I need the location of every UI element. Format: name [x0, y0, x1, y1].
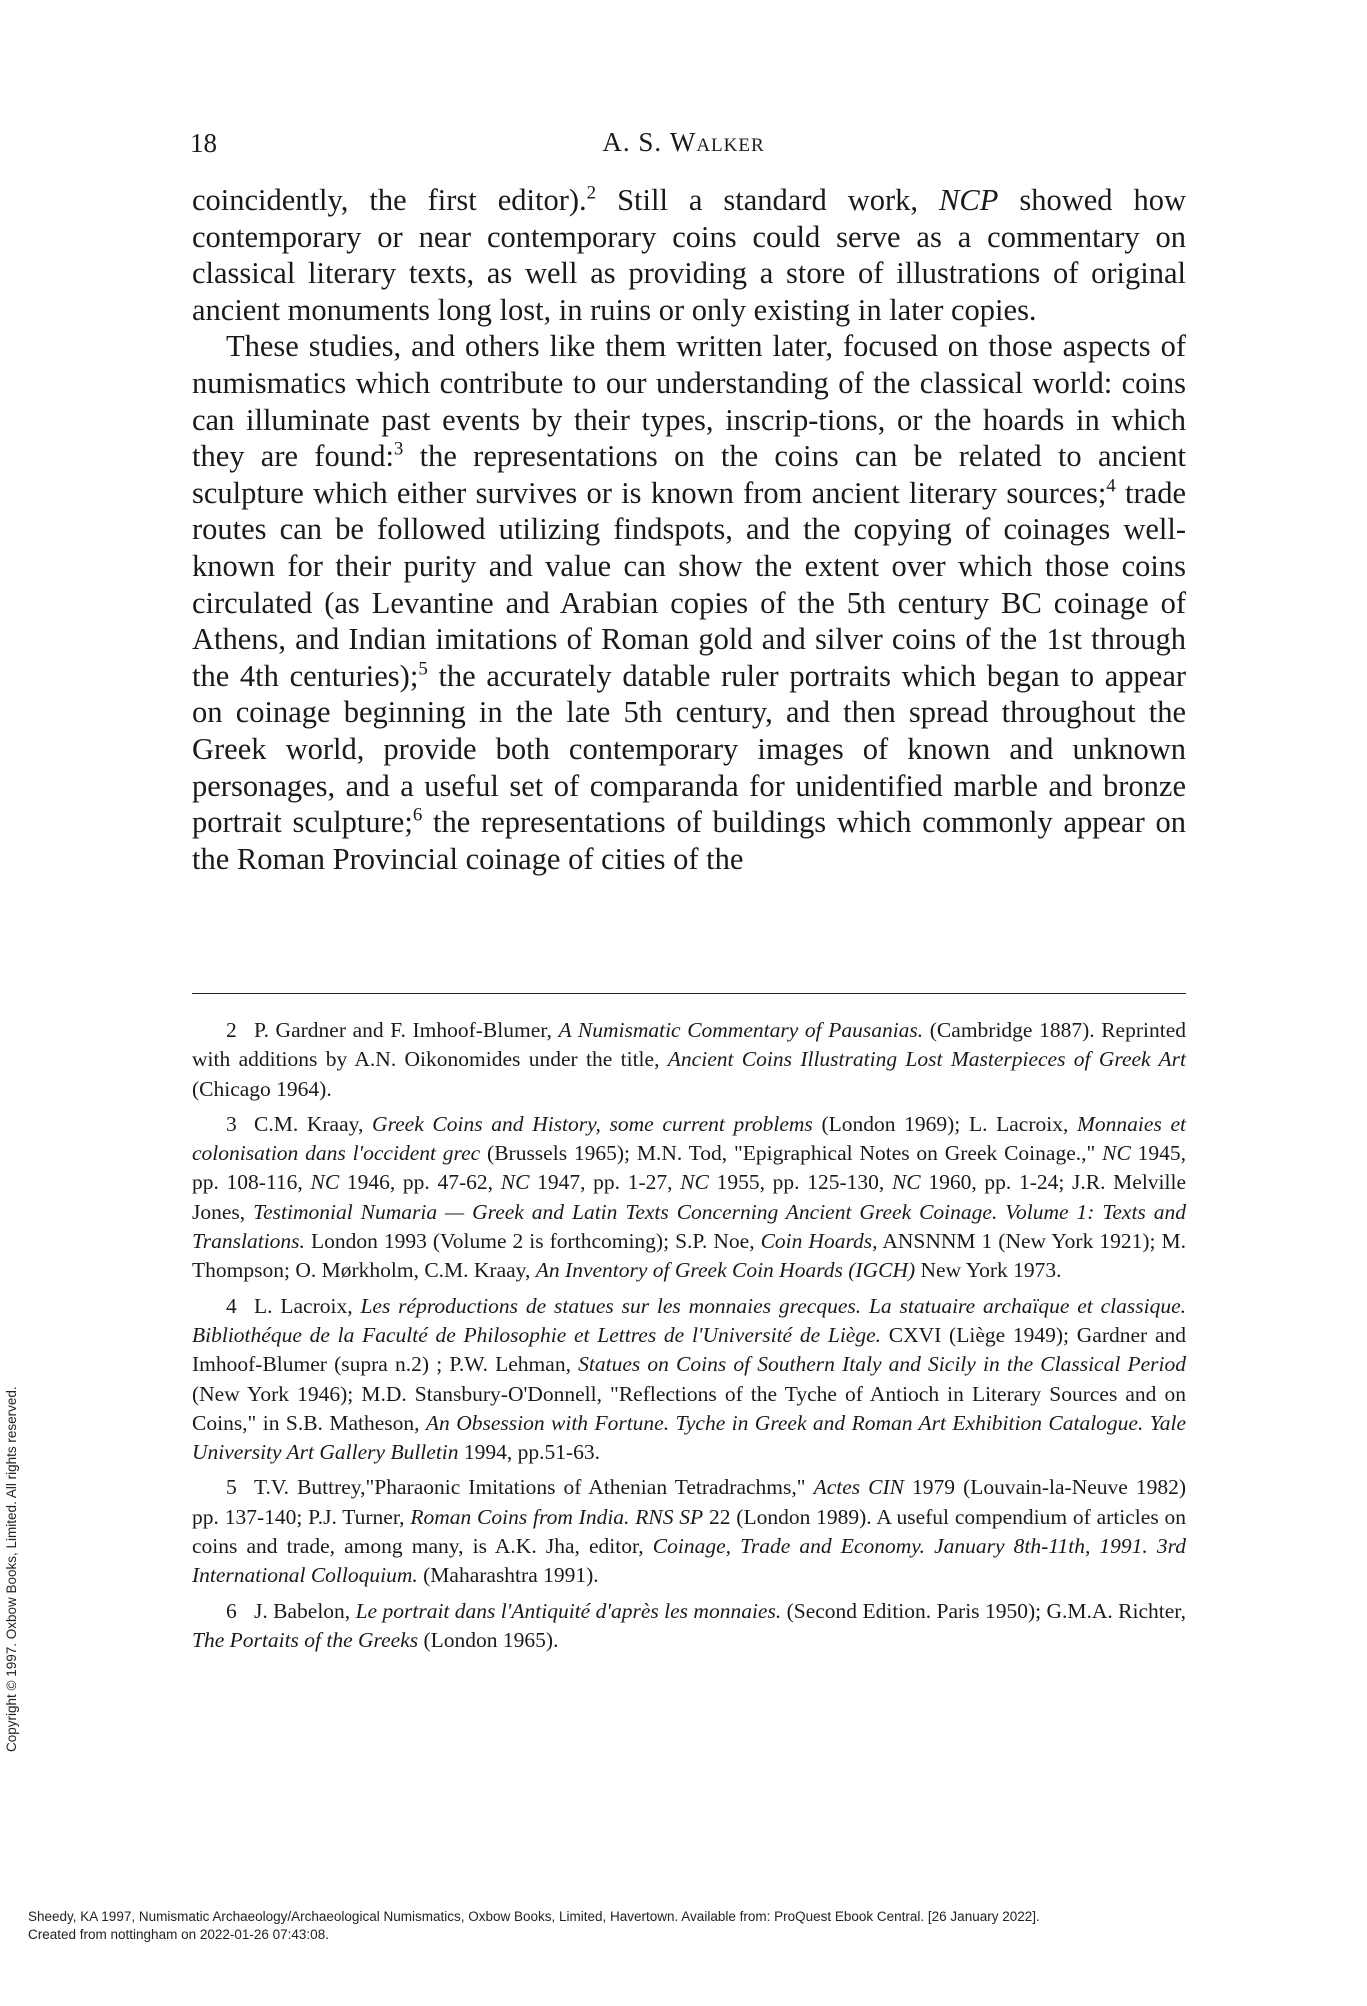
text-run: ANSNNM 1 (New York 1921); M. Thompson; O. Mørkholm, C.M. Kraay,	[192, 1229, 1186, 1283]
italic-run: NCP	[939, 183, 999, 217]
footnote-6	[192, 1597, 1186, 1656]
footnote-number: 5	[226, 1475, 237, 1500]
italic-run: Statues on Coins of Southern Italy and Sicily in the Classical Period	[578, 1352, 1187, 1377]
text-run: C.M. Kraay,	[254, 1111, 373, 1136]
footnote-rule	[192, 993, 1186, 994]
text-run: London 1993 (Volume 2 is forthcoming); S.P. Noe,	[304, 1229, 761, 1254]
text-run: CXVI (Liège 1949); Gardner and Imhoof-Blumer (supra n.2) ; P.W. Lehman,	[192, 1322, 1186, 1377]
text-run: (London 1965).	[418, 1627, 559, 1652]
text-run: 1947, pp. 1-27,	[529, 1170, 681, 1195]
text-run: (Chicago 1964).	[192, 1076, 332, 1101]
text-run: the representations on the coins can be related to ancient sculpture which either survives or is known from ancient literary sources;	[192, 439, 1186, 510]
footnote-number: 6	[226, 1598, 237, 1623]
text-run: (London 1969); L. Lacroix,	[812, 1111, 1078, 1136]
footnote-ref: 4	[1106, 475, 1116, 497]
italic-run: An Inventory of Greek Coin Hoards (IGCH)	[535, 1258, 916, 1283]
italic-run: An Obsession with Fortune. Tyche in Greek and Roman Art Exhibition Catalogue. Yale University Art Gallery Bulletin	[192, 1410, 1186, 1465]
text-run: trade routes can be followed utilizing findspots, and the copying of coinages well-known for their purity and value can show the extent over which those coins circulated (as Levantine and Arabian copies of the 5th century BC coinage of Athens, and Indian imitations of Roman gold and silver coins of the 1st through the 4th centuries);	[192, 475, 1186, 693]
text-run: showed how contemporary or near contemporary coins could serve as a commentary on classical literary texts, as well as providing a store of illustrations of original ancient monuments long lost, in ruins or only existing in later copies.	[192, 183, 1187, 327]
text-run: 1979 (Louvain-la-Neuve 1982) pp. 137-140; P.J. Turner,	[192, 1475, 1187, 1529]
footnote-3	[192, 1110, 1186, 1286]
text-run: (Cambridge 1887). Reprinted with additions by A.N. Oikonomides under the title,	[192, 1018, 1186, 1072]
paragraph-1	[192, 182, 1186, 328]
text-run: New York 1973.	[915, 1258, 1062, 1283]
text-run: 1960, pp. 1-24; J.R. Melville Jones,	[192, 1170, 1187, 1224]
main-text	[192, 182, 1186, 877]
italic-run: NC	[1102, 1141, 1131, 1166]
italic-run: A Numismatic Commentary of Pausanias.	[558, 1018, 924, 1042]
copyright-notice: Copyright © 1997. Oxbow Books, Limited. All rights reserved.	[4, 1386, 19, 1752]
text-run: (Maharashtra 1991).	[417, 1563, 599, 1588]
footnote-number: 3	[226, 1111, 237, 1136]
text-run: P. Gardner and F. Imhoof-Blumer,	[254, 1018, 559, 1042]
text-run: J. Babelon,	[254, 1598, 356, 1623]
text-run: 1945, pp. 108-116,	[192, 1141, 1186, 1195]
footnote-ref: 3	[393, 438, 404, 460]
footnote-number: 4	[226, 1293, 237, 1318]
paragraph-2	[192, 328, 1186, 877]
citation-line-2: Created from nottingham on 2022-01-26 07:43:08.	[28, 1927, 329, 1942]
italic-run: Les réproductions de statues sur les monnaies grecques. La statuaire archaïque et classique. Bibliothéque de la Faculté de Philosophie et Lettres de l'Université de Liège.	[192, 1293, 1186, 1347]
italic-run: Roman Coins from India. RNS SP	[410, 1504, 704, 1529]
citation-footer	[28, 1908, 1040, 1944]
text-run: T.V. Buttrey,"Pharaonic Imitations of Athenian Tetradrachms,"	[254, 1475, 814, 1500]
text-run: the representations of buildings which commonly appear on the Roman Provincial coinage of cities of the	[192, 805, 1186, 876]
italic-run: Le portrait dans l'Antiquité d'après les monnaies.	[355, 1598, 782, 1623]
running-head	[0, 127, 1367, 158]
text-run: (Brussels 1965); M.N. Tod, "Epigraphical Notes on Greek Coinage.,"	[480, 1141, 1103, 1166]
text-run: 1946, pp. 47-62,	[339, 1170, 501, 1195]
footnote-4	[192, 1292, 1186, 1468]
footnotes	[192, 1016, 1186, 1661]
text-run: coincidently, the first editor).	[192, 183, 587, 217]
italic-run: NC	[891, 1170, 921, 1195]
italic-run: Ancient Coins Illustrating Lost Masterpieces of Greek Art	[667, 1047, 1186, 1072]
footnote-2	[192, 1016, 1186, 1104]
text-run: 1955, pp. 125-130,	[708, 1170, 892, 1195]
text-run: These studies, and others like them written later, focused on those aspects of numismatics which contribute to our understanding of the classical world: coins can illuminate past events by their types, inscrip-tions, or the hoards in which they are found:	[192, 329, 1186, 474]
italic-run: Coin Hoards,	[760, 1229, 878, 1254]
footnote-ref: 6	[412, 804, 423, 826]
text-run: (New York 1946); M.D. Stansbury-O'Donnell, "Reflections of the Tyche of Antioch in Literary Sources and on Coins," in S.B. Matheson,	[192, 1381, 1186, 1435]
italic-run: Coinage, Trade and Economy. January 8th-11th, 1991. 3rd International Colloquium.	[192, 1534, 1187, 1588]
footnote-ref: 2	[586, 182, 597, 204]
italic-run: NC	[500, 1170, 530, 1195]
author-initials: A. S.	[602, 127, 670, 157]
text-run: 22 (London 1989). A useful compendium of articles on coins and trade, among many, is A.K. Jha, editor,	[192, 1504, 1186, 1559]
italic-run: NC	[680, 1170, 709, 1195]
text-run: the accurately datable ruler portraits which began to appear on coinage beginning in the late 5th century, and then spread throughout the Greek world, provide both contemporary images of known and unknown personages, and a useful set of comparanda for unidentified marble and bronze portrait sculpture;	[192, 658, 1187, 840]
footnote-ref: 5	[418, 658, 428, 679]
author-surname: Walker	[669, 127, 765, 157]
text-run: L. Lacroix,	[254, 1293, 361, 1318]
text-run: (Second Edition. Paris 1950); G.M.A. Richter,	[781, 1598, 1186, 1623]
text-run: Still a standard work,	[596, 183, 940, 217]
text-run: 1994, pp.51-63.	[458, 1440, 601, 1465]
italic-run: Monnaies et colonisation dans l'occident grec	[192, 1111, 1186, 1166]
footnote-5	[192, 1473, 1186, 1590]
italic-run: NC	[310, 1170, 340, 1195]
italic-run: Testimonial Numaria — Greek and Latin Texts Concerning Ancient Greek Coinage. Volume 1: Texts and Translations.	[192, 1199, 1186, 1254]
italic-run: The Portaits of the Greeks	[192, 1627, 419, 1652]
page-number: 18	[190, 128, 217, 158]
citation-line-1: Sheedy, KA 1997, Numismatic Archaeology/Archaeological Numismatics, Oxbow Books, Limited, Havertown. Available from: ProQuest Ebook Central. [26 January 2022].	[28, 1909, 1040, 1924]
italic-run: Greek Coins and History, some current problems	[372, 1111, 813, 1136]
italic-run: Actes CIN	[813, 1475, 905, 1500]
footnote-number: 2	[226, 1018, 237, 1042]
